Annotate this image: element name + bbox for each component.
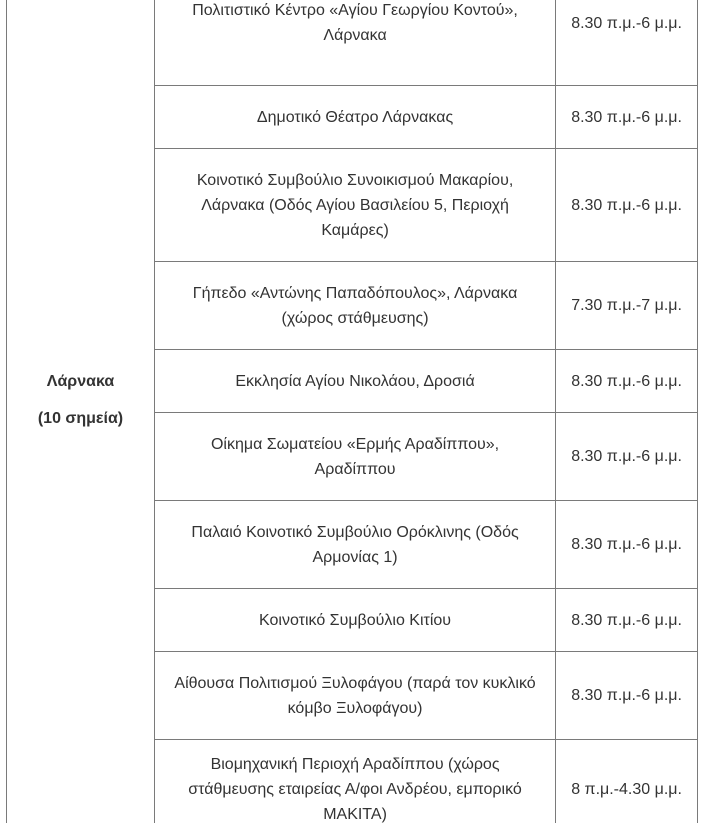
location-cell: Εκκλησία Αγίου Νικολάου, Δροσιά xyxy=(154,350,555,413)
region-name: Λάρνακα xyxy=(46,373,115,390)
location-cell: Κοινοτικό Συμβούλιο Συνοικισμού Μακαρίου, Λάρνακα (Οδός Αγίου Βασιλείου 5, Περιοχή Καμάρες) xyxy=(154,149,555,262)
hours-cell: 8.30 π.μ.-6 μ.μ. xyxy=(556,413,698,501)
hours-cell: 8.30 π.μ.-6 μ.μ. xyxy=(556,0,698,86)
location-cell: Γήπεδο «Αντώνης Παπαδόπουλος», Λάρνακα (χώρος στάθμευσης) xyxy=(154,262,555,350)
location-cell: Αίθουσα Πολιτισμού Ξυλοφάγου (παρά τον κυκλικό κόμβο Ξυλοφάγου) xyxy=(154,652,555,740)
location-cell: Οίκημα Σωματείου «Ερμής Αραδίππου», Αραδίππου xyxy=(154,413,555,501)
hours-cell: 8.30 π.μ.-6 μ.μ. xyxy=(556,652,698,740)
hours-cell: 8.30 π.μ.-6 μ.μ. xyxy=(556,501,698,589)
region-count: (10 σημεία) xyxy=(37,410,124,427)
hours-cell: 8.30 π.μ.-6 μ.μ. xyxy=(556,350,698,413)
table-row xyxy=(7,0,698,86)
location-cell: Δημοτικό Θέατρο Λάρνακας xyxy=(154,86,555,149)
hours-cell: 8.30 π.μ.-6 μ.μ. xyxy=(556,589,698,652)
location-cell: Βιομηχανική Περιοχή Αραδίππου (χώρος στάθμευσης εταιρείας Α/φοι Ανδρέου, εμπορικό ΜΑΚΙΤΑ) xyxy=(154,740,555,823)
location-cell: Κοινοτικό Συμβούλιο Κιτίου xyxy=(154,589,555,652)
region-cell xyxy=(7,0,155,823)
hours-cell: 8.30 π.μ.-6 μ.μ. xyxy=(556,149,698,262)
hours-cell: 7.30 π.μ.-7 μ.μ. xyxy=(556,262,698,350)
location-cell: Πολιτιστικό Κέντρο «Αγίου Γεωργίου Κοντού», Λάρνακα xyxy=(154,0,555,86)
location-cell: Παλαιό Κοινοτικό Συμβούλιο Ορόκλινης (Οδός Αρμονίας 1) xyxy=(154,501,555,589)
vaccination-points-table xyxy=(6,0,698,823)
hours-cell: 8 π.μ.-4.30 μ.μ. xyxy=(556,740,698,823)
hours-cell: 8.30 π.μ.-6 μ.μ. xyxy=(556,86,698,149)
